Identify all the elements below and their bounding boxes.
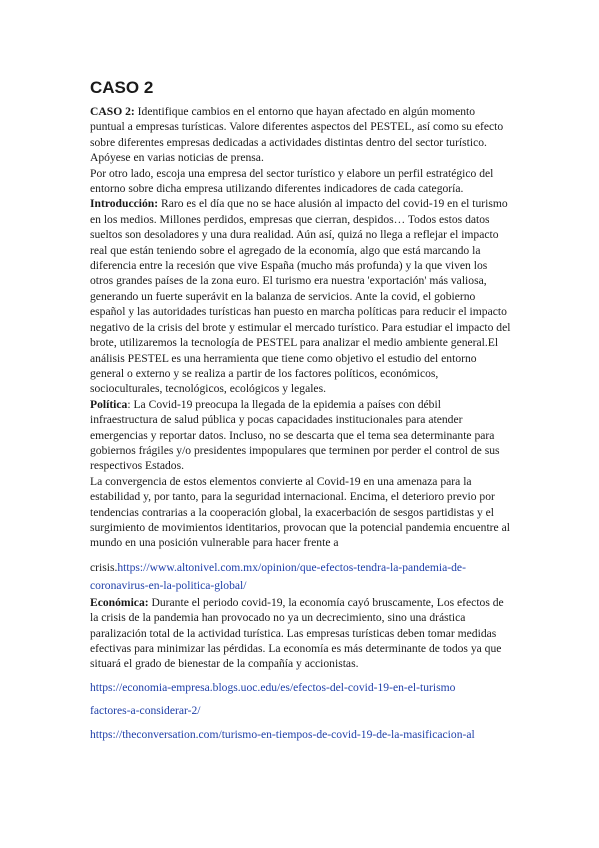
politica-text: : La Covid-19 preocupa la llegada de la epidemia a países con débil infraestructura de salud pública y pocas capacidades institucionales para atender emergencias y reportar datos. Incluso, no se descarta que el tema sea determinante para gobiernos frágiles y/o presidentes impopulares que terminen por perder el control de sus respectivos Estados. [90,397,500,473]
otro-lado-paragraph: Por otro lado, escoja una empresa del sector turístico y elabore un perfil estratégico del entorno sobre dicha empresa utilizando diferentes indicadores de cada categoría. [90,166,494,196]
economica-text: Durante el periodo covid-19, la economía cayó bruscamente, Los efectos de la crisis de la pandemia han provocado no ya un decrecimiento, sino una drástica paralización total de la actividad turística. Las empresas turísticas deben tomar medidas efectivas para minimizar las pérdidas. La economía es más determinante de todos ya que situará el grado de bienestar de la compañía y accionistas. [90,595,504,671]
theconversation-link[interactable]: https://theconversation.com/turismo-en-tiempos-de-covid-19-de-la-masificacion-al [90,727,475,741]
caso-label: CASO 2: [90,105,135,118]
page-title: CASO 2 [90,78,154,97]
spacer [90,719,511,727]
economica-label: Económica: [90,595,149,609]
politica-label: Política [90,397,128,411]
crisis-word: crisis. [90,560,118,574]
convergencia-paragraph: La convergencia de estos elementos convierte al Covid-19 en una amenaza para la estabilidad y, por tanto, para la seguridad internacional. Encima, el deterioro previo por tendencias contrarias a la cooperación global, la exacerbación de sesgos partidistas y el surgimiento de movimientos identitarios, provocan que la potencial pandemia encuentre al mundo en una posición vulnerable para hacer frente a [90,474,510,550]
economica-paragraph [90,595,511,672]
introduccion-paragraph [90,196,511,396]
economia-empresa-link[interactable]: https://economia-empresa.blogs.uoc.edu/es/efectos-del-covid-19-en-el-turismo [90,680,456,694]
caso-paragraph [90,104,511,166]
politica-paragraph [90,397,511,474]
economia-empresa-link-continued[interactable]: factores-a-considerar-2/ [90,704,201,718]
spacer [90,695,511,703]
introduccion-text: Raro es el día que no se hace alusión al impacto del covid-19 en el turismo en los medios. Millones perdidos, empresas que cierran, despidos… Todos estos datos sueltos son desoladores y una dura realidad. Aún así, quizá no llega a reflejar el impacto real que están teniendo sobre el agregado de la economía, algo que está marcando la diferencia entre la recesión que vive España (mucho más profunda) y la que viven los otros grandes países de la zona euro. El turismo era nuestra 'exportación' más valiosa, generando un fuerte superávit en la balanza de servicios. Ante la covid, el gobierno español y las autoridades turísticas han puesto en marcha políticas para reducir el impacto negativo de la crisis del brote y estimular el mercado turístico. Para estudiar el impacto del brote, utilizaremos la tecnología de PESTEL para analizar el medio ambiente general.El análisis PESTEL es una herramienta que tiene como objetivo el estudio del entorno general o externo y se realiza a partir de los factores políticos, económicos, socioculturales, tecnológicos, ecológicos y legales. [90,197,511,396]
spacer [90,551,511,559]
spacer [90,672,511,680]
introduccion-label: Introducción: [90,197,159,211]
caso-text: Identifique cambios en el entorno que hayan afectado en algún momento puntual a empresas turísticas. Valore diferentes aspectos del PESTEL, así como su efecto sobre diferentes empresas dedicadas a actividades distintas dentro del sector turístico. Apóyese en varias noticias de prensa. [90,105,504,165]
crisis-paragraph [90,559,511,595]
altonivel-link[interactable]: https://www.altonivel.com.mx/opinion/que-efectos-tendra-la-pandemia-de-coronavirus-en-la-politica-global/ [90,560,466,592]
